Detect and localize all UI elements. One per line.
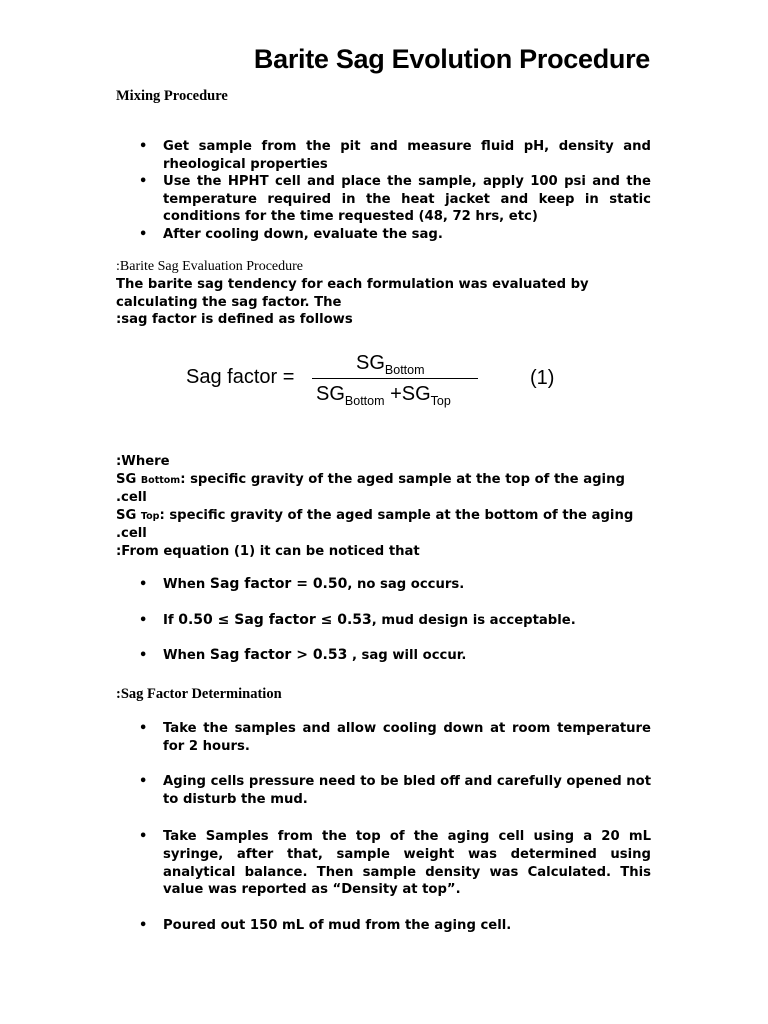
determination-heading: :Sag Factor Determination xyxy=(116,686,282,702)
equation-number: (1) xyxy=(530,367,555,389)
list-item: • Poured out 150 mL of mud from the aging cell. xyxy=(116,917,651,935)
evaluation-paragraph xyxy=(116,276,656,329)
from-equation-text: :From equation (1) it can be noticed that xyxy=(116,543,420,559)
list-item: • After cooling down, evaluate the sag. xyxy=(116,226,651,244)
condition-item: • When Sag factor > 0.53 , sag will occur. xyxy=(116,647,651,665)
evaluation-heading: :Barite Sag Evaluation Procedure xyxy=(116,259,303,274)
equation-denominator: $SG_{Bottom} +SG_{Top}$ xyxy=(316,383,451,408)
equation-lhs: Sag factor = xyxy=(186,366,295,388)
sg-bottom-definition: SG Bottom: specific gravity of the aged sample at the top of the aging xyxy=(116,471,625,487)
sag-factor-equation xyxy=(186,350,566,420)
fraction-bar xyxy=(312,378,478,379)
list-item: • Get sample from the pit and measure fluid pH, density and rheological properties xyxy=(116,138,651,173)
determination-list xyxy=(116,720,651,934)
paragraph-line: :sag factor is defined as follows xyxy=(116,312,353,328)
mixing-list xyxy=(116,138,651,244)
paragraph-line: The barite sag tendency for each formulation was evaluated by xyxy=(116,277,589,292)
where-section xyxy=(116,453,656,561)
sg-top-continuation: .cell xyxy=(116,526,147,542)
list-item: • Take the samples and allow cooling down at room temperature for 2 hours. xyxy=(116,720,651,755)
page-title: Barite Sag Evolution Procedure xyxy=(253,44,650,74)
conditions-list xyxy=(116,576,651,665)
condition-item: • When Sag factor = 0.50, no sag occurs. xyxy=(116,576,651,594)
list-item: • Use the HPHT cell and place the sample, apply 100 psi and the temperature required in the heat jacket and keep in static conditions for the time requested (48, 72 hrs, etc) xyxy=(116,173,651,226)
condition-item: • If 0.50 ≤ Sag factor ≤ 0.53, mud design is acceptable. xyxy=(116,612,651,630)
where-label: :Where xyxy=(116,454,170,469)
mixing-heading: Mixing Procedure xyxy=(116,88,228,104)
list-item: • Aging cells pressure need to be bled off and carefully opened not to disturb the mud. xyxy=(116,773,651,808)
equation-numerator: $SG_{Bottom}$ xyxy=(356,352,425,377)
list-item: • Take Samples from the top of the aging cell using a 20 mL syringe, after that, sample weight was determined using analytical balance. Then sample density was Calculated. This value was reported as “Density at top”. xyxy=(116,828,651,898)
paragraph-line: calculating the sag factor. The xyxy=(116,294,342,310)
sg-bottom-continuation: .cell xyxy=(116,490,147,506)
sg-top-definition: SG Top: specific gravity of the aged sample at the bottom of the aging xyxy=(116,507,634,523)
